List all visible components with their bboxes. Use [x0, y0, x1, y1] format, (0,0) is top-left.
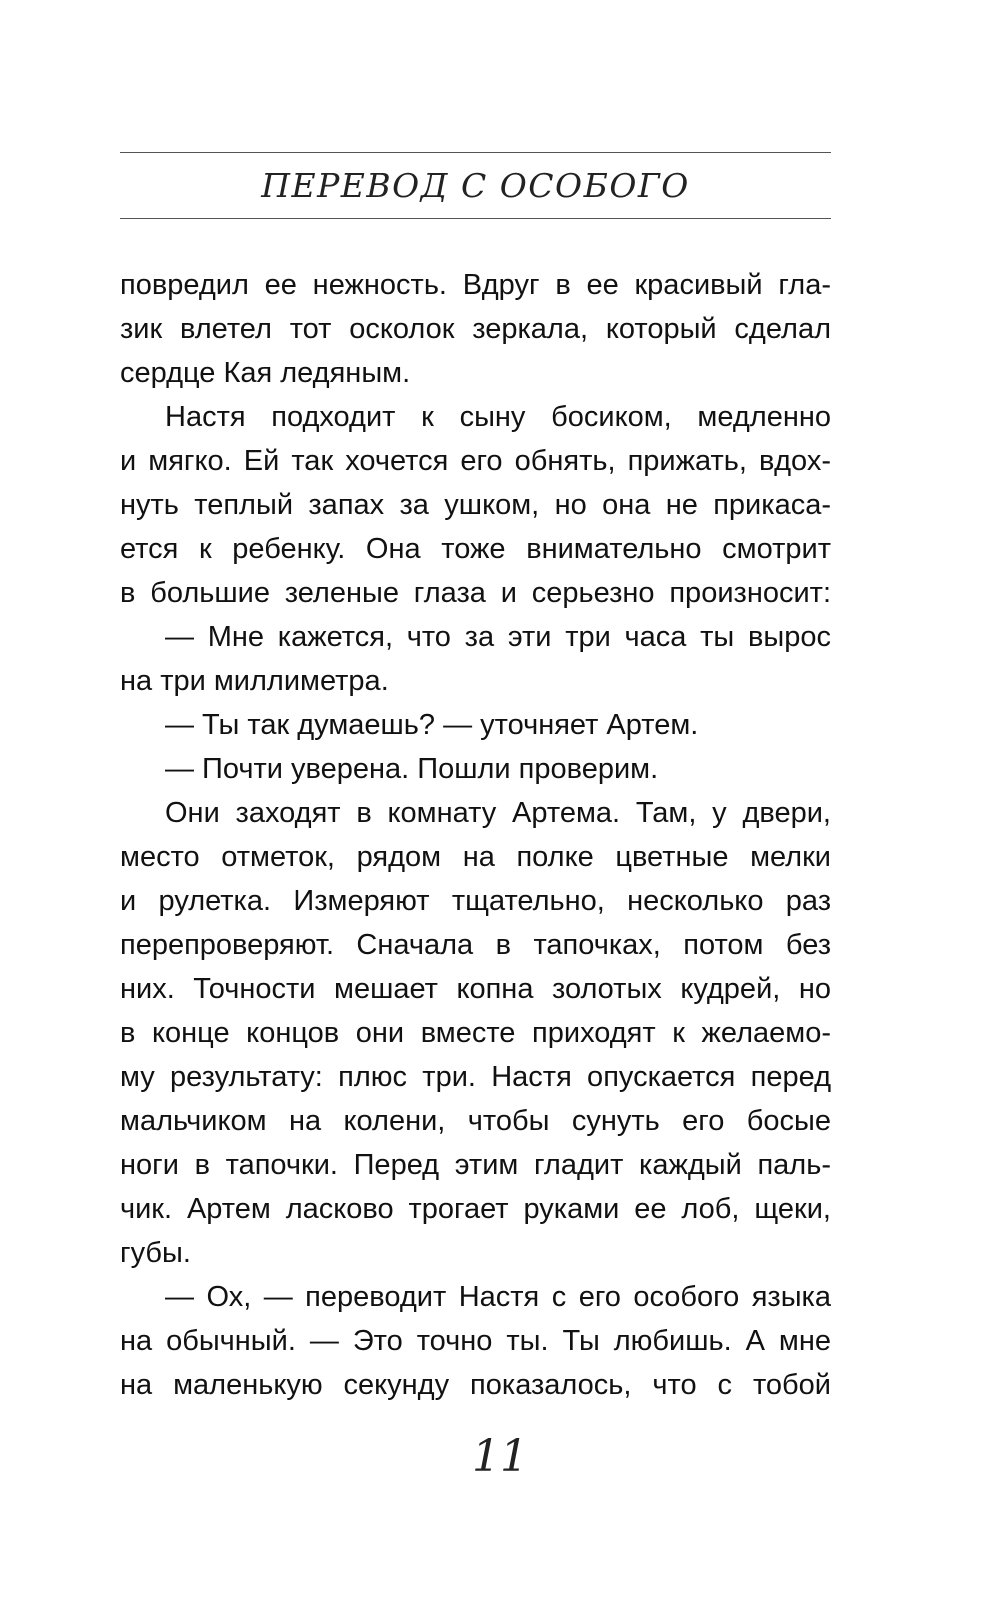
text-line: повредил ее нежность. Вдруг в ее красивый гла-: [120, 269, 831, 301]
text-line: в большие зеленые глаза и серьезно произносит:: [120, 577, 831, 609]
text-line: и рулетка. Измеряют тщательно, несколько раз: [120, 885, 831, 917]
text-line: на маленькую секунду показалось, что с тобой: [120, 1369, 831, 1401]
text-line: сердце Кая ледяным.: [120, 357, 411, 389]
text-line: место отметок, рядом на полке цветные мелки: [120, 841, 831, 873]
text-line: нуть теплый запах за ушком, но она не прикаса-: [120, 489, 831, 521]
text-line: них. Точности мешает копна золотых кудрей, но: [120, 973, 831, 1005]
text-line: му результату: плюс три. Настя опускается перед: [120, 1061, 831, 1093]
text-line: зик влетел тот осколок зеркала, который сделал: [120, 313, 831, 345]
text-line: мальчиком на колени, чтобы сунуть его босые: [120, 1105, 831, 1137]
page-number: 11: [472, 1431, 528, 1482]
text-line: чик. Артем ласково трогает руками ее лоб, щеки,: [120, 1193, 831, 1225]
text-line: Они заходят в комнату Артема. Там, у двери,: [165, 797, 831, 829]
text-line: — Мне кажется, что за эти три часа ты вырос: [165, 621, 831, 653]
text-line: в конце концов они вместе приходят к желаемо-: [120, 1017, 831, 1049]
text-line: Настя подходит к сыну босиком, медленно: [165, 401, 831, 433]
text-line: — Почти уверена. Пошли проверим.: [165, 753, 659, 785]
text-line: и мягко. Ей так хочется его обнять, прижать, вдох-: [120, 445, 831, 477]
running-head: ПЕРЕВОД С ОСОБОГО: [261, 166, 690, 205]
text-line: — Ох, — переводит Настя с его особого языка: [165, 1281, 831, 1313]
text-line: губы.: [120, 1237, 191, 1269]
text-line: на три миллиметра.: [120, 665, 389, 697]
header-rule-top: [120, 152, 831, 153]
text-line: ноги в тапочки. Перед этим гладит каждый паль-: [120, 1149, 831, 1181]
text-line: ется к ребенку. Она тоже внимательно смотрит: [120, 533, 831, 565]
text-line: на обычный. — Это точно ты. Ты любишь. А мне: [120, 1325, 831, 1357]
body-text: [120, 263, 831, 1407]
text-line: перепроверяют. Сначала в тапочках, потом без: [120, 929, 831, 961]
header-rule-bottom: [120, 218, 831, 219]
text-line: — Ты так думаешь? — уточняет Артем.: [165, 709, 699, 741]
